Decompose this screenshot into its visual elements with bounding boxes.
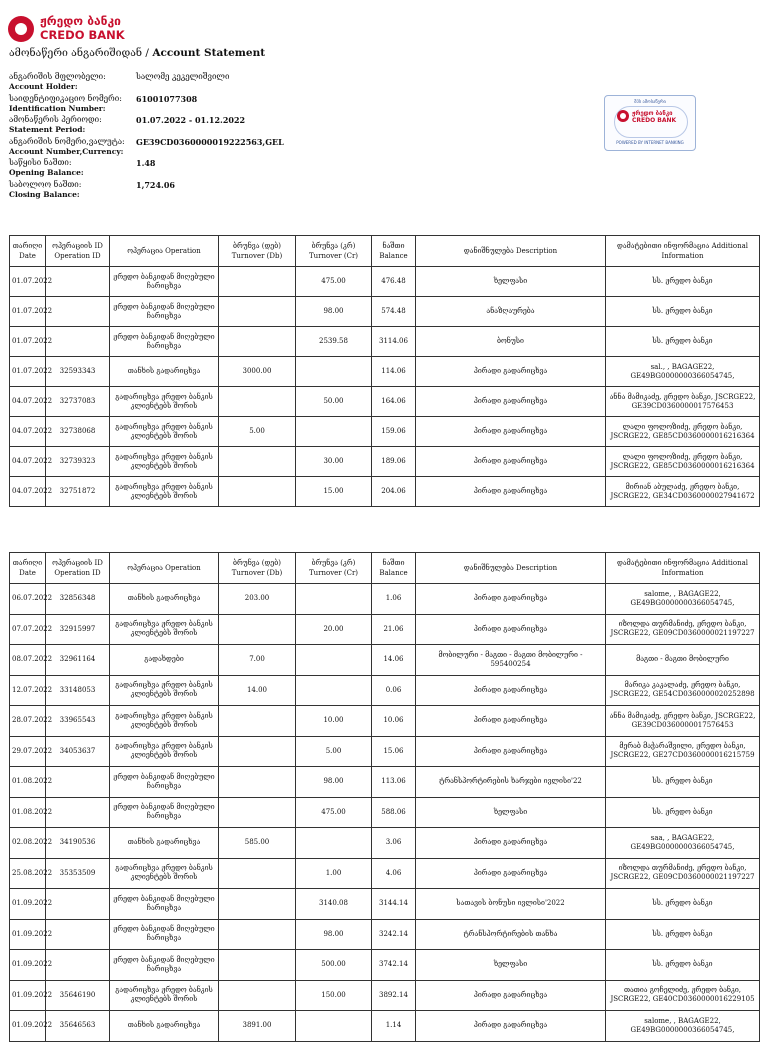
column-header-english: Additional Information	[661, 559, 749, 577]
debit-cell	[219, 706, 296, 737]
table-row	[10, 797, 760, 828]
column-header	[110, 553, 219, 584]
credit-cell: 15.00	[296, 477, 372, 507]
balance-cell: 588.06	[372, 797, 416, 828]
column-header-georgian: ოპერაციის ID	[52, 559, 103, 567]
title-georgian: ამონაწერი ანგარიშიდან /	[9, 47, 153, 59]
column-header-georgian: ბრუნვა (კრ)	[311, 242, 356, 250]
operation-cell: გადარიცხვა ჟრედო ბანკის კლიენტებს შორის	[110, 447, 219, 477]
operation-cell: ჟრედო ბანკიდან მიღებული ჩარიცხვა	[110, 950, 219, 981]
operation-cell: თანხის გადარიცხვა	[110, 828, 219, 859]
date-cell: 08.07.2022	[10, 645, 46, 676]
column-header-english: Operation	[165, 564, 201, 572]
table-row	[10, 477, 760, 507]
description-cell: პირადი გადარიცხვა	[416, 387, 606, 417]
column-header-english: Operation	[165, 247, 201, 255]
column-header	[10, 553, 46, 584]
operation-id-cell	[46, 267, 110, 297]
balance-cell: 3114.06	[372, 327, 416, 357]
credit-cell: 2539.58	[296, 327, 372, 357]
table-header-row	[10, 236, 760, 267]
table-row	[10, 675, 760, 706]
meta-label-georgian: ანგარიშის ნომერი,ვალუტა:	[9, 136, 125, 146]
balance-cell: 114.06	[372, 357, 416, 387]
column-header-georgian: თარიღი	[12, 559, 43, 567]
meta-label-english: Account Holder:	[9, 82, 78, 91]
column-header-english: Additional Information	[661, 242, 749, 260]
balance-cell: 1.14	[372, 1011, 416, 1042]
credit-cell: 10.00	[296, 706, 372, 737]
column-header-georgian: ნაშთი	[382, 559, 405, 567]
credit-cell: 98.00	[296, 919, 372, 950]
stamp-line2: CREDO BANK	[632, 117, 677, 124]
description-cell: ბონუსი	[416, 327, 606, 357]
date-cell: 04.07.2022	[10, 417, 46, 447]
stamp-line1: ჟრედო ბანკი	[632, 110, 673, 117]
table-row	[10, 645, 760, 676]
table-row	[10, 828, 760, 859]
operation-cell: გადარიცხვა ჟრედო ბანკის კლიენტებს შორის	[110, 477, 219, 507]
operation-cell: ჟრედო ბანკიდან მიღებული ჩარიცხვა	[110, 327, 219, 357]
description-cell: პირადი გადარიცხვა	[416, 614, 606, 645]
date-cell: 01.08.2022	[10, 797, 46, 828]
operation-id-cell: 35353509	[46, 858, 110, 889]
meta-value: 01.07.2022 - 01.12.2022	[136, 115, 246, 125]
debit-cell	[219, 889, 296, 920]
description-cell: პირადი გადარიცხვა	[416, 357, 606, 387]
table-row	[10, 417, 760, 447]
operation-cell: გადარიცხვა ჟრედო ბანკის კლიენტებს შორის	[110, 614, 219, 645]
table-row	[10, 889, 760, 920]
account-meta	[9, 72, 469, 201]
table-row	[10, 584, 760, 615]
operation-cell: თანხის გადარიცხვა	[110, 357, 219, 387]
debit-cell: 203.00	[219, 584, 296, 615]
table-row	[10, 267, 760, 297]
column-header-english: Balance	[379, 252, 408, 260]
transactions-table-1	[9, 235, 760, 507]
balance-cell: 189.06	[372, 447, 416, 477]
credit-cell: 5.00	[296, 736, 372, 767]
date-cell: 01.07.2022	[10, 357, 46, 387]
debit-cell	[219, 919, 296, 950]
date-cell: 29.07.2022	[10, 736, 46, 767]
info-cell: სს. ჟრედო ბანკი	[606, 767, 760, 798]
table-header-row	[10, 553, 760, 584]
credit-cell	[296, 357, 372, 387]
meta-label-english: Opening Balance:	[9, 168, 84, 177]
balance-cell: 3144.14	[372, 889, 416, 920]
date-cell: 01.09.2022	[10, 950, 46, 981]
info-cell: სს. ჟრედო ბანკი	[606, 327, 760, 357]
info-cell: მაგთი - მაგთი მობილური	[606, 645, 760, 676]
balance-cell: 164.06	[372, 387, 416, 417]
meta-label-english: Account Number,Currency:	[9, 146, 124, 156]
credit-cell: 475.00	[296, 267, 372, 297]
date-cell: 01.09.2022	[10, 889, 46, 920]
operation-id-cell: 32739323	[46, 447, 110, 477]
debit-cell	[219, 267, 296, 297]
operation-cell: გადარიცხვა ჟრედო ბანკის კლიენტებს შორის	[110, 706, 219, 737]
meta-row	[9, 180, 469, 202]
debit-cell	[219, 297, 296, 327]
table-row	[10, 858, 760, 889]
debit-cell	[219, 980, 296, 1011]
operation-cell: თანხის გადარიცხვა	[110, 584, 219, 615]
meta-label-georgian: ანგარიშის მფლობელი:	[9, 72, 106, 81]
table-body	[10, 584, 760, 1042]
balance-cell: 1.06	[372, 584, 416, 615]
meta-row	[9, 72, 469, 94]
credit-cell: 50.00	[296, 387, 372, 417]
column-header-georgian: ოპერაციის ID	[52, 242, 103, 250]
info-cell: salome, , BAGAGE22, GE49BG0000000366054745,	[606, 584, 760, 615]
column-header	[110, 236, 219, 267]
info-cell: სს. ჟრედო ბანკი	[606, 889, 760, 920]
operation-id-cell	[46, 797, 110, 828]
credit-cell	[296, 675, 372, 706]
description-cell: ტრანსპორტირების თანხა	[416, 919, 606, 950]
column-header	[46, 236, 110, 267]
debit-cell: 585.00	[219, 828, 296, 859]
column-header-english: Date	[19, 252, 36, 260]
table-row	[10, 297, 760, 327]
meta-row	[9, 115, 469, 137]
table-row	[10, 980, 760, 1011]
debit-cell	[219, 327, 296, 357]
operation-id-cell	[46, 327, 110, 357]
stamp-bottom-text: POWERED BY INTERNET BANKING	[616, 140, 684, 145]
credit-cell: 3140.08	[296, 889, 372, 920]
operation-cell: გადახდები	[110, 645, 219, 676]
description-cell: პირადი გადარიცხვა	[416, 858, 606, 889]
description-cell: ხელფასი	[416, 797, 606, 828]
column-header-english: Turnover (Cr)	[308, 252, 359, 260]
page-title	[9, 47, 265, 59]
column-header-georgian: ოპერაცია	[127, 564, 163, 572]
column-header-english: Date	[19, 569, 36, 577]
column-header-georgian: დამატებითი ინფორმაცია	[616, 242, 710, 250]
credo-logo-icon	[8, 16, 34, 42]
column-header	[219, 236, 296, 267]
description-cell: პირადი გადარიცხვა	[416, 828, 606, 859]
debit-cell: 14.00	[219, 675, 296, 706]
operation-id-cell: 32751872	[46, 477, 110, 507]
operation-cell: თანხის გადარიცხვა	[110, 1011, 219, 1042]
table-row	[10, 950, 760, 981]
balance-cell: 15.06	[372, 736, 416, 767]
column-header	[416, 553, 606, 584]
debit-cell	[219, 387, 296, 417]
info-cell: სს. ჟრედო ბანკი	[606, 267, 760, 297]
date-cell: 01.09.2022	[10, 919, 46, 950]
info-cell: salome, , BAGAGE22, GE49BG0000000366054745,	[606, 1011, 760, 1042]
date-cell: 06.07.2022	[10, 584, 46, 615]
description-cell: პირადი გადარიცხვა	[416, 736, 606, 767]
date-cell: 01.07.2022	[10, 267, 46, 297]
debit-cell	[219, 950, 296, 981]
logo-text-english: CREDO BANK	[40, 28, 125, 42]
stamp-top-text: შპს ამოსაწერი	[634, 100, 666, 105]
debit-cell	[219, 736, 296, 767]
credit-cell: 98.00	[296, 297, 372, 327]
meta-label-georgian: საიდენტიფიკაციო ნომერი:	[9, 93, 122, 103]
description-cell: პირადი გადარიცხვა	[416, 1011, 606, 1042]
debit-cell	[219, 858, 296, 889]
balance-cell: 3242.14	[372, 919, 416, 950]
column-header	[296, 553, 372, 584]
operation-id-cell: 33148053	[46, 675, 110, 706]
info-cell: saa, , BAGAGE22, GE49BG0000000366054745,	[606, 828, 760, 859]
info-cell: სს. ჟრედო ბანკი	[606, 950, 760, 981]
info-cell: მერაბ მაჭარაშვილი, ჟრედო ბანკი, JSCRGE22, GE27CD0360000016215759	[606, 736, 760, 767]
date-cell: 01.07.2022	[10, 297, 46, 327]
debit-cell	[219, 447, 296, 477]
column-header	[606, 236, 760, 267]
balance-cell: 3.06	[372, 828, 416, 859]
table-row	[10, 447, 760, 477]
description-cell: მობილური - მაგთი - მაგთი მობილური - 595400254	[416, 645, 606, 676]
operation-cell: გადარიცხვა ჟრედო ბანკის კლიენტებს შორის	[110, 387, 219, 417]
column-header	[372, 553, 416, 584]
balance-cell: 0.06	[372, 675, 416, 706]
credit-cell: 1.00	[296, 858, 372, 889]
date-cell: 04.07.2022	[10, 477, 46, 507]
meta-label-english: Identification Number:	[9, 103, 106, 113]
bank-stamp	[604, 95, 696, 151]
credit-cell	[296, 1011, 372, 1042]
info-cell: მარიკა კაკალაძე, ჟრედო ბანკი, JSCRGE22, GE54CD0360000020252898	[606, 675, 760, 706]
meta-value: 1,724.06	[136, 179, 175, 190]
meta-value: 61001077308	[136, 93, 198, 104]
operation-cell: ჟრედო ბანკიდან მიღებული ჩარიცხვა	[110, 297, 219, 327]
column-header-georgian: ოპერაცია	[127, 247, 163, 255]
operation-cell: გადარიცხვა ჟრედო ბანკის კლიენტებს შორის	[110, 736, 219, 767]
credit-cell: 475.00	[296, 797, 372, 828]
date-cell: 28.07.2022	[10, 706, 46, 737]
column-header	[219, 553, 296, 584]
date-cell: 01.09.2022	[10, 980, 46, 1011]
operation-id-cell: 32737083	[46, 387, 110, 417]
debit-cell: 7.00	[219, 645, 296, 676]
debit-cell	[219, 614, 296, 645]
operation-id-cell: 34053637	[46, 736, 110, 767]
operation-cell: ჟრედო ბანკიდან მიღებული ჩარიცხვა	[110, 919, 219, 950]
info-cell: სს. ჟრედო ბანკი	[606, 297, 760, 327]
operation-cell: გადარიცხვა ჟრედო ბანკის კლიენტებს შორის	[110, 417, 219, 447]
operation-cell: ჟრედო ბანკიდან მიღებული ჩარიცხვა	[110, 797, 219, 828]
credit-cell	[296, 417, 372, 447]
column-header	[46, 553, 110, 584]
description-cell: ხელფასი	[416, 267, 606, 297]
column-header-georgian: დამატებითი ინფორმაცია	[616, 559, 710, 567]
description-cell: ანაზღაურება	[416, 297, 606, 327]
table-row	[10, 327, 760, 357]
meta-label-english: Closing Balance:	[9, 189, 80, 199]
credit-cell	[296, 645, 372, 676]
column-header-georgian: დანიშნულება	[463, 564, 514, 572]
credit-cell: 150.00	[296, 980, 372, 1011]
operation-id-cell: 33965543	[46, 706, 110, 737]
description-cell: პირადი გადარიცხვა	[416, 584, 606, 615]
info-cell: სს. ჟრედო ბანკი	[606, 919, 760, 950]
balance-cell: 14.06	[372, 645, 416, 676]
description-cell: ხელფასი	[416, 950, 606, 981]
operation-id-cell: 35646563	[46, 1011, 110, 1042]
description-cell: პირადი გადარიცხვა	[416, 980, 606, 1011]
date-cell: 12.07.2022	[10, 675, 46, 706]
stamp-logo-icon	[617, 110, 629, 122]
meta-value: GE39CD0360000019222563,GEL	[136, 136, 284, 147]
operation-id-cell	[46, 919, 110, 950]
operation-id-cell	[46, 889, 110, 920]
description-cell: სათავის ბონუსი ივლისი'2022	[416, 889, 606, 920]
column-header	[296, 236, 372, 267]
credit-cell: 98.00	[296, 767, 372, 798]
meta-label-georgian: ამონაწერის პერიოდი:	[9, 115, 102, 124]
operation-id-cell: 34190536	[46, 828, 110, 859]
meta-row	[9, 137, 469, 159]
date-cell: 25.08.2022	[10, 858, 46, 889]
debit-cell	[219, 477, 296, 507]
meta-label-georgian: საბოლოო ნაშთი:	[9, 179, 82, 189]
credit-cell: 20.00	[296, 614, 372, 645]
meta-label-georgian: საწყისი ნაშთი:	[9, 158, 72, 167]
balance-cell: 21.06	[372, 614, 416, 645]
balance-cell: 3892.14	[372, 980, 416, 1011]
debit-cell: 5.00	[219, 417, 296, 447]
operation-cell: ჟრედო ბანკიდან მიღებული ჩარიცხვა	[110, 267, 219, 297]
column-header-georgian: დანიშნულება	[463, 247, 514, 255]
meta-value: სალომე კეკელიშვილი	[136, 72, 230, 81]
date-cell: 04.07.2022	[10, 387, 46, 417]
operation-cell: ჟრედო ბანკიდან მიღებული ჩარიცხვა	[110, 767, 219, 798]
debit-cell	[219, 797, 296, 828]
table-row	[10, 614, 760, 645]
description-cell: ტრანსპორტირების ხარჯები ივლისი'22	[416, 767, 606, 798]
balance-cell: 204.06	[372, 477, 416, 507]
operation-id-cell: 32738068	[46, 417, 110, 447]
operation-id-cell: 32856348	[46, 584, 110, 615]
column-header-english: Turnover (Cr)	[308, 569, 359, 577]
description-cell: პირადი გადარიცხვა	[416, 447, 606, 477]
table-row	[10, 919, 760, 950]
table-row	[10, 387, 760, 417]
column-header-english: Turnover (Db)	[231, 252, 283, 260]
operation-id-cell: 32961164	[46, 645, 110, 676]
debit-cell: 3000.00	[219, 357, 296, 387]
column-header-georgian: ბრუნვა (დებ)	[233, 559, 281, 567]
info-cell: ანნა მამიკაძე, ჟრედო ბანკი, JSCRGE22, GE39CD0360000017576453	[606, 706, 760, 737]
credit-cell	[296, 828, 372, 859]
column-header-georgian: ბრუნვა (კრ)	[311, 559, 356, 567]
column-header-english: Operation ID	[54, 569, 101, 577]
operation-id-cell	[46, 297, 110, 327]
info-cell: თათია გოჩელიძე, ჟრედო ბანკი, JSCRGE22, GE40CD0360000016229105	[606, 980, 760, 1011]
date-cell: 01.07.2022	[10, 327, 46, 357]
date-cell: 04.07.2022	[10, 447, 46, 477]
operation-cell: გადარიცხვა ჟრედო ბანკის კლიენტებს შორის	[110, 980, 219, 1011]
date-cell: 01.09.2022	[10, 1011, 46, 1042]
table-row	[10, 706, 760, 737]
operation-id-cell: 32915997	[46, 614, 110, 645]
date-cell: 02.08.2022	[10, 828, 46, 859]
date-cell: 01.08.2022	[10, 767, 46, 798]
info-cell: მირიან აბულაძე, ჟრედო ბანკი, JSCRGE22, GE34CD0360000027941672	[606, 477, 760, 507]
info-cell: ანნა მამიკაძე, ჟრედო ბანკი, JSCRGE22, GE39CD0360000017576453	[606, 387, 760, 417]
operation-cell: გადარიცხვა ჟრედო ბანკის კლიენტებს შორის	[110, 675, 219, 706]
table-row	[10, 357, 760, 387]
info-cell: იზოლდა თურმანიძე, ჟრედო ბანკი, JSCRGE22, GE09CD0360000021197227	[606, 614, 760, 645]
info-cell: sal., , BAGAGE22, GE49BG0000000366054745,	[606, 357, 760, 387]
balance-cell: 574.48	[372, 297, 416, 327]
balance-cell: 4.06	[372, 858, 416, 889]
operation-cell: გადარიცხვა ჟრედო ბანკის კლიენტებს შორის	[110, 858, 219, 889]
description-cell: პირადი გადარიცხვა	[416, 675, 606, 706]
info-cell: სს. ჟრედო ბანკი	[606, 797, 760, 828]
table-row	[10, 767, 760, 798]
column-header	[416, 236, 606, 267]
balance-cell: 476.48	[372, 267, 416, 297]
debit-cell: 3891.00	[219, 1011, 296, 1042]
description-cell: პირადი გადარიცხვა	[416, 477, 606, 507]
column-header	[372, 236, 416, 267]
column-header-georgian: ბრუნვა (დებ)	[233, 242, 281, 250]
credit-cell	[296, 584, 372, 615]
table-row	[10, 1011, 760, 1042]
column-header-english: Description	[516, 247, 558, 255]
balance-cell: 113.06	[372, 767, 416, 798]
credit-cell: 500.00	[296, 950, 372, 981]
credo-bank-logo	[8, 14, 148, 46]
title-english: Account Statement	[152, 47, 266, 59]
date-cell: 07.07.2022	[10, 614, 46, 645]
balance-cell: 3742.14	[372, 950, 416, 981]
column-header	[606, 553, 760, 584]
column-header-english: Description	[516, 564, 558, 572]
meta-label-english: Statement Period:	[9, 125, 86, 134]
column-header-georgian: ნაშთი	[382, 242, 405, 250]
transactions-table-2	[9, 552, 760, 1042]
info-cell: ლალი ფოლოზიძე, ჟრედო ბანკი, JSCRGE22, GE85CD0360000016216364	[606, 447, 760, 477]
description-cell: პირადი გადარიცხვა	[416, 706, 606, 737]
info-cell: იზოლდა თურმანიძე, ჟრედო ბანკი, JSCRGE22, GE09CD0360000021197227	[606, 858, 760, 889]
description-cell: პირადი გადარიცხვა	[416, 417, 606, 447]
meta-row	[9, 94, 469, 116]
balance-cell: 10.06	[372, 706, 416, 737]
operation-id-cell: 35646190	[46, 980, 110, 1011]
column-header	[10, 236, 46, 267]
operation-id-cell	[46, 950, 110, 981]
table-body	[10, 267, 760, 507]
column-header-english: Turnover (Db)	[231, 569, 283, 577]
meta-row	[9, 158, 469, 180]
info-cell: ლალი ფოლოზიძე, ჟრედო ბანკი, JSCRGE22, GE85CD0360000016216364	[606, 417, 760, 447]
credit-cell: 30.00	[296, 447, 372, 477]
column-header-georgian: თარიღი	[12, 242, 43, 250]
debit-cell	[219, 767, 296, 798]
meta-value: 1.48	[136, 158, 156, 168]
table-row	[10, 736, 760, 767]
operation-id-cell: 32593343	[46, 357, 110, 387]
column-header-english: Balance	[379, 569, 408, 577]
column-header-english: Operation ID	[54, 252, 101, 260]
operation-id-cell	[46, 767, 110, 798]
balance-cell: 159.06	[372, 417, 416, 447]
logo-text-georgian: ჟრედო ბანკი	[40, 14, 121, 28]
operation-cell: ჟრედო ბანკიდან მიღებული ჩარიცხვა	[110, 889, 219, 920]
